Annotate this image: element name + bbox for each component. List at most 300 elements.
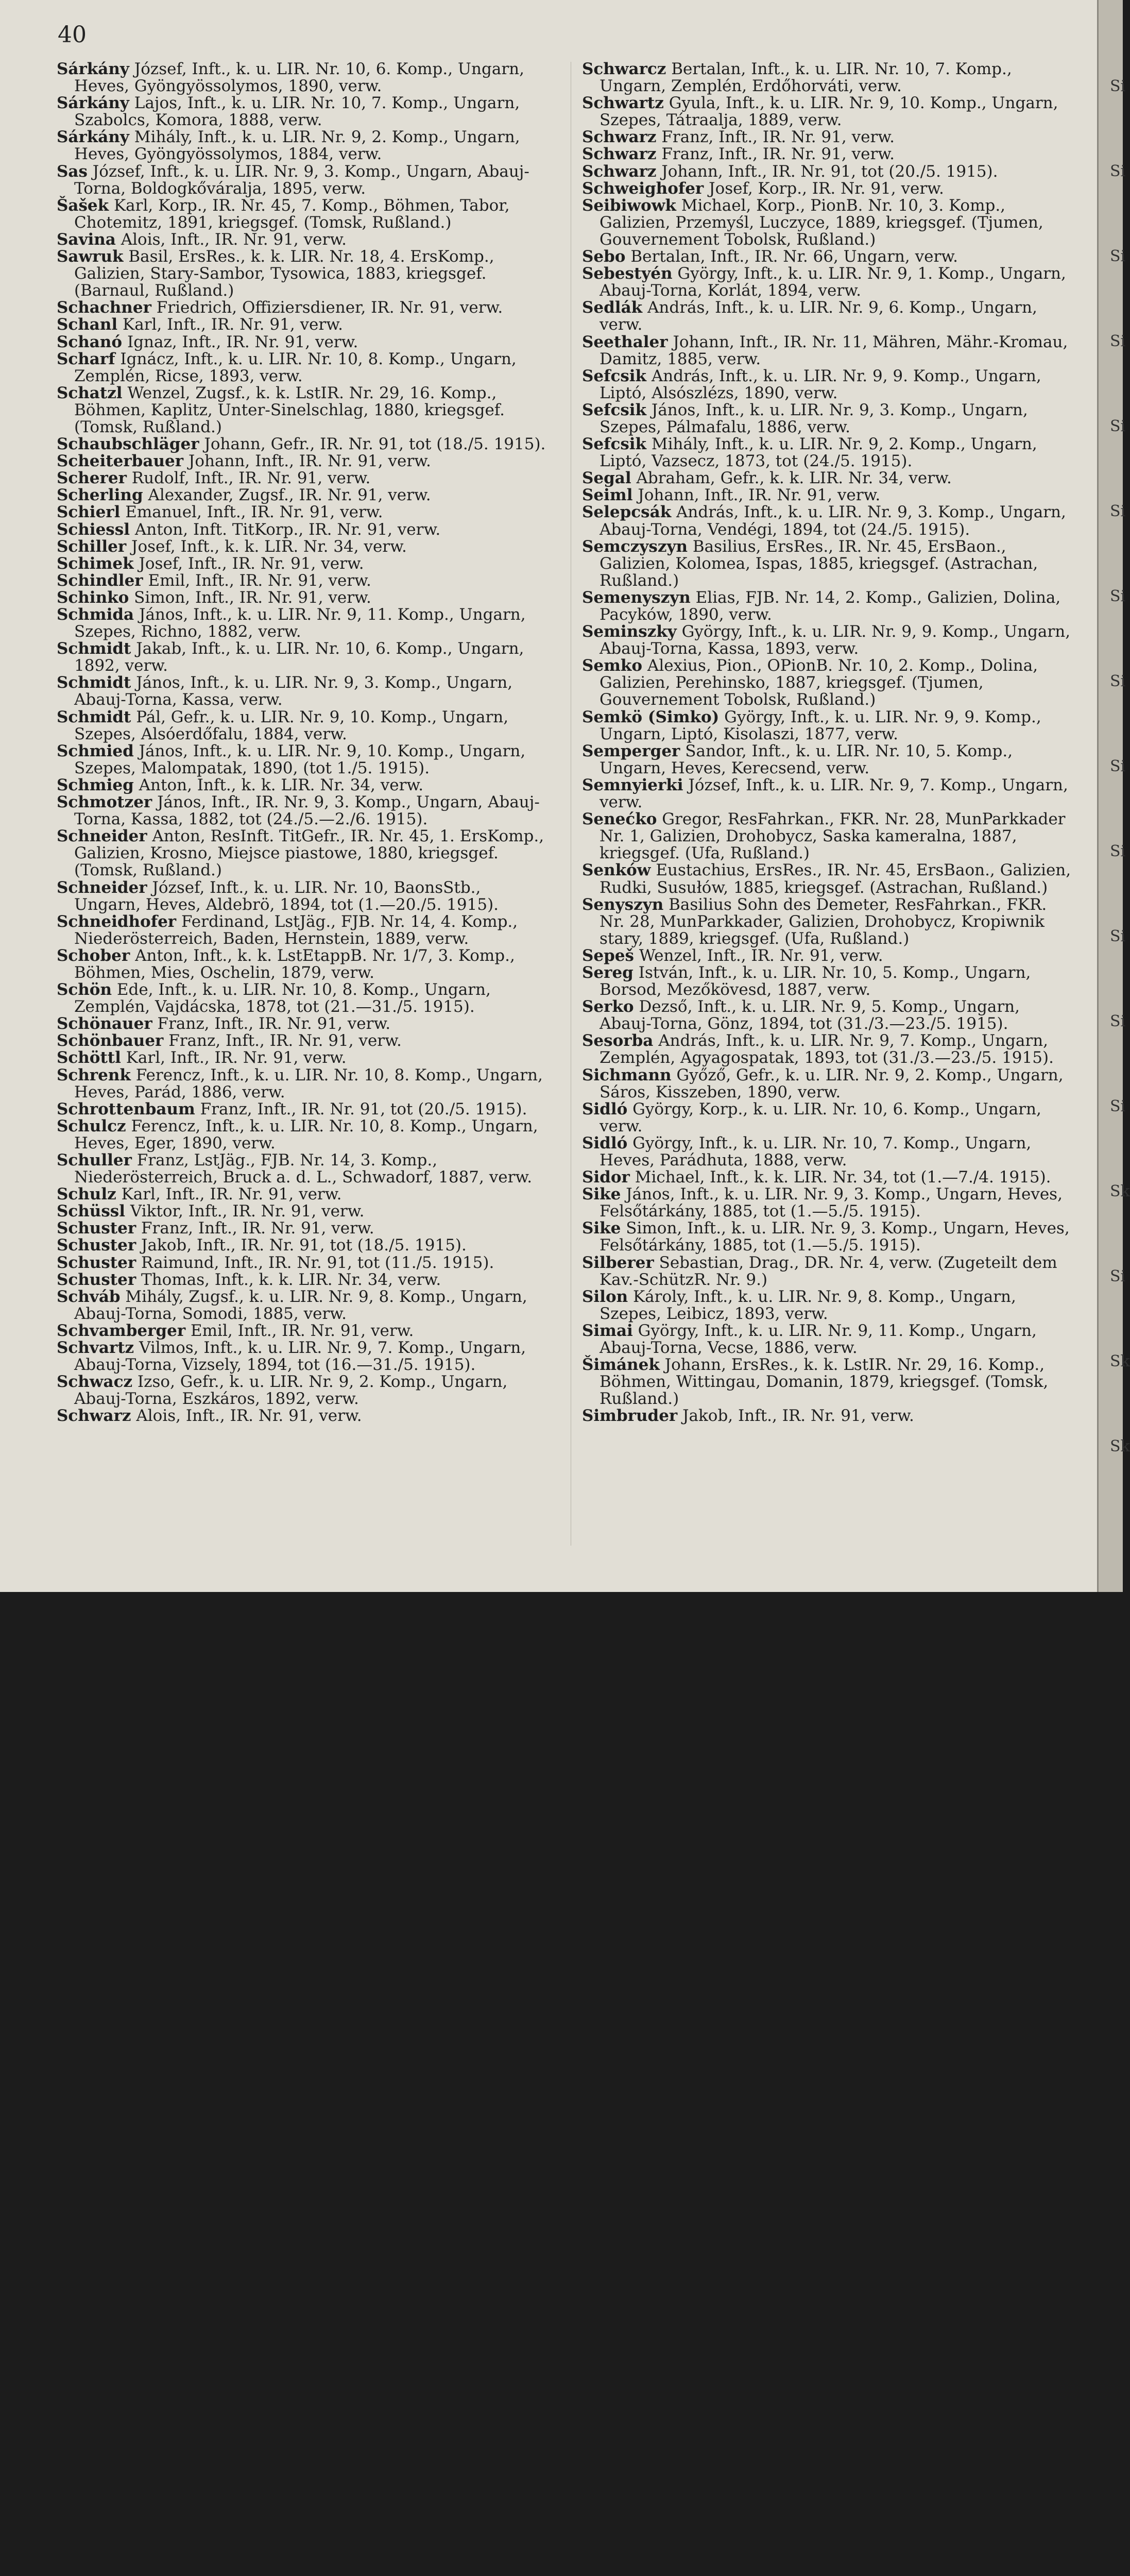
entry-surname: Schanó: [57, 332, 123, 351]
entry-surname: Scherer: [57, 469, 127, 488]
register-entry: [582, 334, 1076, 368]
entry-details: Wenzel, Inft., IR. Nr. 91, verw.: [634, 946, 883, 965]
entry-details: Alois, Inft., IR. Nr. 91, verw.: [115, 230, 347, 249]
entry-surname: Sas: [57, 162, 88, 181]
entry-surname: Schuster: [57, 1236, 136, 1255]
register-entry: [57, 674, 551, 708]
entry-surname: Schmotzer: [57, 793, 152, 812]
entry-surname: Semnyierki: [582, 775, 683, 794]
register-entry: [582, 470, 1076, 487]
register-entry: [57, 1255, 551, 1272]
entry-details: Franz, Inft., IR. Nr. 91, verw.: [656, 128, 895, 147]
entry-surname: Schindler: [57, 571, 143, 590]
entry-surname: Sebestyén: [582, 264, 673, 283]
entry-details: Michael, Inft., k. k. LIR. Nr. 34, tot (1.—7./4. 1915).: [629, 1168, 1051, 1187]
register-entry: [57, 777, 551, 794]
register-entry: [57, 1289, 551, 1323]
register-entry: [57, 1152, 551, 1186]
entry-surname: Scheiterbauer: [57, 452, 184, 471]
entry-surname: Schvartz: [57, 1338, 134, 1358]
entry-surname: Sefcsik: [582, 366, 647, 385]
entry-details: Anton, Inft., k. k. LIR. Nr. 34, verw.: [133, 775, 424, 794]
entry-details: Gregor, ResFahrkan., FKR. Nr. 28, MunParkkader Nr. 1, Galizien, Drohobycz, Saska kameralna, 1887, kriegsgef. (Ufa, Rußland.): [600, 810, 1066, 863]
entry-details: Emil, Inft., IR. Nr. 91, verw.: [143, 571, 371, 590]
entry-surname: Schneidhofer: [57, 912, 177, 931]
entry-surname: Schváb: [57, 1287, 121, 1306]
register-entry: [582, 623, 1076, 657]
entry-details: György, Inft., k. u. LIR. Nr. 9, 1. Komp., Ungarn, Abauj-Torna, Korlát, 1894, verw.: [600, 264, 1066, 300]
register-entry: [57, 163, 551, 197]
register-entry: [582, 129, 1076, 146]
entry-details: Ferencz, Inft., k. u. LIR. Nr. 10, 8. Komp., Ungarn, Heves, Eger, 1890, verw.: [74, 1116, 538, 1153]
entry-details: Franz, Inft., IR. Nr. 91, verw.: [656, 145, 895, 164]
register-entry: [57, 385, 551, 436]
register-entry: [57, 1067, 551, 1101]
entry-details: János, Inft., IR. Nr. 9, 3. Komp., Ungarn, Abauj-Torna, Kassa, 1882, tot (24./5.—2./6. 1915).: [74, 793, 540, 829]
register-entry: [57, 1049, 551, 1066]
entry-surname: Sárkány: [57, 60, 129, 78]
edge-glyph: Si: [1110, 332, 1126, 350]
entry-surname: Sidor: [582, 1168, 630, 1187]
entry-details: Karl, Inft., IR. Nr. 91, verw.: [117, 315, 343, 334]
entry-surname: Schneider: [57, 878, 147, 897]
entry-surname: Schmida: [57, 605, 134, 624]
entry-details: Bertalan, Inft., IR. Nr. 66, Ungarn, verw.: [625, 247, 958, 266]
entry-surname: Schön: [57, 980, 112, 999]
entry-surname: Serko: [582, 997, 634, 1016]
entry-details: József, Inft., k. u. LIR. Nr. 9, 3. Komp., Ungarn, Abauj-Torna, Boldogkőváralja, 1895, verw.: [74, 162, 529, 198]
register-entry: [582, 1186, 1076, 1220]
register-entry: [582, 1255, 1076, 1289]
entry-surname: Schwacz: [57, 1372, 133, 1392]
entry-surname: Sike: [582, 1185, 621, 1204]
register-entry: [582, 248, 1076, 265]
register-entry: [582, 896, 1076, 947]
entry-surname: Schneider: [57, 827, 147, 846]
entry-surname: Sefcsik: [582, 400, 647, 419]
entry-details: Simon, Inft., k. u. LIR. Nr. 9, 3. Komp., Ungarn, Heves, Felsőtárkány, 1885, tot (1.—5./5. 1915).: [600, 1219, 1070, 1255]
register-entry: [582, 487, 1076, 504]
entry-details: Ferencz, Inft., k. u. LIR. Nr. 10, 8. Komp., Ungarn, Heves, Parád, 1886, verw.: [74, 1065, 543, 1101]
entry-details: Rudolf, Inft., IR. Nr. 91, verw.: [126, 469, 371, 488]
register-entry: [57, 197, 551, 231]
entry-surname: Seethaler: [582, 332, 668, 351]
entry-details: Anton, Inft. TitKorp., IR. Nr. 91, verw.: [129, 520, 441, 539]
entry-details: Pál, Gefr., k. u. LIR. Nr. 9, 10. Komp., Ungarn, Szepes, Alsóerdőfalu, 1884, verw.: [74, 707, 509, 743]
entry-surname: Schuster: [57, 1253, 136, 1272]
register-entry: [57, 1323, 551, 1340]
entry-details: Basil, ErsRes., k. k. LIR. Nr. 18, 4. ErsKomp., Galizien, Stary-Sambor, Tysowica, 1883, kriegsgef. (Barnaul, Rußland.): [74, 247, 494, 300]
entry-surname: Silberer: [582, 1253, 654, 1272]
entry-details: Károly, Inft., k. u. LIR. Nr. 9, 8. Komp., Ungarn, Szepes, Leibicz, 1893, verw.: [600, 1287, 1016, 1323]
edge-glyph: Si: [1110, 927, 1126, 945]
register-entry: [57, 1032, 551, 1049]
edge-glyph: Si: [1110, 417, 1126, 435]
register-entry: [57, 538, 551, 555]
entry-surname: Schmieg: [57, 775, 134, 794]
edge-glyph: Si: [1110, 1097, 1126, 1115]
entry-surname: Silon: [582, 1287, 628, 1306]
entry-surname: Schöttl: [57, 1048, 121, 1067]
edge-glyph: Si: [1110, 247, 1126, 265]
entry-surname: Schwartz: [582, 94, 664, 113]
register-entry: [582, 811, 1076, 862]
entry-surname: Schmidt: [57, 673, 131, 692]
entry-details: Jakob, Inft., IR. Nr. 91, tot (18./5. 1915).: [136, 1236, 467, 1255]
entry-surname: Schwarz: [582, 128, 657, 147]
edge-glyph: Si: [1110, 502, 1126, 520]
entry-surname: Senyszyn: [582, 895, 664, 914]
entry-details: János, Inft., k. u. LIR. Nr. 9, 10. Komp., Ungarn, Szepes, Malompatak, 1890, (tot 1./5. 1915).: [74, 741, 526, 777]
entry-details: Izso, Gefr., k. u. LIR. Nr. 9, 2. Komp., Ungarn, Abauj-Torna, Eszkáros, 1892, verw.: [74, 1372, 508, 1409]
entry-details: József, Inft., k. u. LIR. Nr. 9, 7. Komp., Ungarn, verw.: [600, 775, 1068, 812]
entry-details: György, Inft., k. u. LIR. Nr. 9, 9. Komp., Ungarn, Liptó, Kisolaszi, 1877, verw.: [600, 707, 1041, 743]
entry-details: Lajos, Inft., k. u. LIR. Nr. 10, 7. Komp., Ungarn, Szabolcs, Komora, 1888, verw.: [74, 94, 520, 130]
entry-details: Mihály, Zugsf., k. u. LIR. Nr. 9, 8. Komp., Ungarn, Abauj-Torna, Somodi, 1885, verw.: [74, 1287, 527, 1323]
entry-details: Franz, Inft., IR. Nr. 91, verw.: [152, 1014, 391, 1033]
register-entry: [57, 299, 551, 316]
entry-surname: Schüssl: [57, 1202, 126, 1221]
register-entry: [582, 163, 1076, 180]
right-column: [582, 61, 1076, 1425]
entry-surname: Sedlák: [582, 298, 643, 317]
entry-surname: Schönbauer: [57, 1031, 164, 1050]
entry-details: Simon, Inft., IR. Nr. 91, verw.: [129, 588, 371, 607]
register-entry: [57, 231, 551, 248]
entry-surname: Seiml: [582, 486, 633, 505]
entry-surname: Schanl: [57, 315, 118, 334]
register-entry: [57, 828, 551, 879]
edge-glyph: Si: [1110, 1012, 1126, 1030]
entry-surname: Semperger: [582, 741, 680, 760]
entry-details: Alexius, Pion., OPionB. Nr. 10, 2. Komp., Dolina, Galizien, Perehinsko, 1887, kriegsgef. (Tjumen, Gouvernement Tobolsk, Rußland.): [600, 656, 1038, 709]
edge-glyph: Sk: [1110, 1182, 1130, 1200]
entry-surname: Sefcsik: [582, 435, 647, 454]
entry-surname: Schmied: [57, 741, 134, 760]
entry-details: Jakob, Inft., IR. Nr. 91, verw.: [677, 1406, 914, 1426]
entry-details: János, Inft., k. u. LIR. Nr. 9, 3. Komp., Ungarn, Szepes, Pálmafalu, 1886, verw.: [600, 400, 1028, 436]
entry-details: Johann, ErsRes., k. k. LstIR. Nr. 29, 16. Komp., Böhmen, Wittingau, Domanin, 1879, kriegsgef. (Tomsk, Rußland.): [600, 1355, 1049, 1409]
register-entry: [57, 709, 551, 743]
register-entry: [582, 964, 1076, 998]
entry-details: Josef, Inft., IR. Nr. 91, verw.: [133, 554, 364, 573]
entry-surname: Simbruder: [582, 1406, 678, 1426]
entry-surname: Schober: [57, 946, 130, 965]
entry-surname: Schatzl: [57, 383, 123, 402]
register-entry: [57, 1101, 551, 1118]
entry-surname: Sebo: [582, 247, 626, 266]
register-entry: [582, 368, 1076, 402]
entry-surname: Schmidt: [57, 707, 131, 726]
register-entry: [57, 453, 551, 470]
entry-surname: Segal: [582, 469, 631, 488]
register-entry: [582, 265, 1076, 299]
entry-surname: Sárkány: [57, 128, 129, 147]
entry-details: Ignaz, Inft., IR. Nr. 91, verw.: [122, 332, 358, 351]
entry-surname: Schuster: [57, 1219, 136, 1238]
register-entry: [582, 180, 1076, 197]
register-entry: [582, 504, 1076, 538]
edge-glyph: Si: [1110, 1267, 1126, 1285]
entry-details: József, Inft., k. u. LIR. Nr. 10, BaonsStb., Ungarn, Heves, Aldebrö, 1894, tot (1.—20./5. 1915).: [74, 878, 499, 914]
entry-surname: Seminszky: [582, 622, 677, 641]
entry-details: Ignácz, Inft., k. u. LIR. Nr. 10, 8. Komp., Ungarn, Zemplén, Ricse, 1893, verw.: [74, 349, 517, 385]
entry-details: Raimund, Inft., IR. Nr. 91, tot (11./5. 1915).: [136, 1253, 494, 1272]
entry-details: Johann, Inft., IR. Nr. 91, tot (20./5. 1915).: [656, 162, 998, 181]
entry-surname: Schrottenbaum: [57, 1099, 195, 1118]
edge-glyph: Si: [1110, 162, 1126, 180]
entry-surname: Schweighofer: [582, 179, 704, 198]
register-entry: [57, 794, 551, 828]
entry-surname: Sidló: [582, 1133, 628, 1153]
entry-surname: Sesorba: [582, 1031, 654, 1050]
entry-details: István, Inft., k. u. LIR. Nr. 10, 5. Komp., Ungarn, Borsod, Mezőkövesd, 1887, verw.: [600, 963, 1031, 999]
entry-details: János, Inft., k. u. LIR. Nr. 9, 3. Komp., Ungarn, Abauj-Torna, Kassa, verw.: [74, 673, 513, 709]
entry-surname: Savina: [57, 230, 116, 249]
entry-surname: Sawruk: [57, 247, 124, 266]
entry-details: Emanuel, Inft., IR. Nr. 91, verw.: [120, 503, 383, 522]
register-entry: [57, 521, 551, 538]
entry-surname: Šašek: [57, 196, 109, 215]
viewer-footer: [0, 1592, 1123, 1694]
entry-details: Johann, Inft., IR. Nr. 91, verw.: [183, 452, 431, 471]
entry-surname: Schönauer: [57, 1014, 152, 1033]
entry-surname: Selepcsák: [582, 503, 672, 522]
entry-surname: Schimek: [57, 554, 134, 573]
entry-details: Mihály, Inft., k. u. LIR. Nr. 9, 2. Komp., Ungarn, Heves, Gyöngyössolymos, 1884, verw.: [74, 128, 520, 164]
register-entry: [57, 504, 551, 521]
edge-glyph: Si: [1110, 842, 1126, 860]
entry-details: András, Inft., k. u. LIR. Nr. 9, 6. Komp., Ungarn, verw.: [600, 298, 1037, 334]
entry-details: Sebastian, Drag., DR. Nr. 4, verw. (Zugeteilt dem Kav.-SchützR. Nr. 9.): [600, 1253, 1057, 1289]
entry-details: Franz, Inft., IR. Nr. 91, verw.: [136, 1219, 374, 1238]
register-entry: [582, 402, 1076, 436]
entry-details: Karl, Inft., IR. Nr. 91, verw.: [121, 1048, 347, 1067]
entry-surname: Sidló: [582, 1099, 628, 1118]
entry-details: Franz, LstJäg., FJB. Nr. 14, 3. Komp., Niederösterreich, Bruck a. d. L., Schwadorf, 1887, verw.: [74, 1151, 533, 1187]
left-column: [57, 61, 551, 1425]
edge-glyph: Si: [1110, 587, 1126, 605]
entry-details: Wenzel, Zugsf., k. k. LstIR. Nr. 29, 16. Komp., Böhmen, Kaplitz, Unter-Sinelschlag, 1880, kriegsgef. (Tomsk, Rußland.): [74, 383, 505, 436]
entry-details: Mihály, Inft., k. u. LIR. Nr. 9, 2. Komp., Ungarn, Liptó, Vazsecz, 1873, tot (24./5. 1915).: [600, 435, 1037, 471]
edge-glyph: Si: [1110, 757, 1126, 775]
entry-details: Anton, Inft., k. k. LstEtappB. Nr. 1/7, 3. Komp., Böhmen, Mies, Oschelin, 1879, verw.: [74, 946, 515, 982]
page-number: 40: [58, 22, 87, 48]
entry-details: József, Inft., k. u. LIR. Nr. 10, 6. Komp., Ungarn, Heves, Gyöngyössolymos, 1890, verw.: [74, 60, 524, 96]
entry-details: Emil, Inft., IR. Nr. 91, verw.: [185, 1321, 414, 1340]
register-entry: [57, 1220, 551, 1237]
register-entry: [57, 1118, 551, 1152]
entry-details: Vilmos, Inft., k. u. LIR. Nr. 9, 7. Komp., Ungarn, Abauj-Torna, Vizsely, 1894, tot (16.—31./5. 1915).: [74, 1338, 526, 1375]
entry-surname: Sepeš: [582, 946, 634, 965]
entry-details: György, Inft., k. u. LIR. Nr. 9, 11. Komp., Ungarn, Abauj-Torna, Vecse, 1886, verw.: [600, 1321, 1037, 1358]
register-entry: [57, 1203, 551, 1220]
register-entry: [57, 61, 551, 95]
entry-surname: Schwarz: [582, 162, 657, 181]
register-entry: [582, 1220, 1076, 1254]
entry-surname: Schaubschläger: [57, 435, 199, 454]
entry-details: János, Inft., k. u. LIR. Nr. 9, 11. Komp., Ungarn, Szepes, Richno, 1882, verw.: [74, 605, 526, 641]
entry-surname: Simai: [582, 1321, 633, 1340]
register-entry: [57, 1374, 551, 1408]
register-entry: [57, 334, 551, 351]
register-entry: [57, 1340, 551, 1374]
entry-details: György, Inft., k. u. LIR. Nr. 9, 9. Komp., Ungarn, Abauj-Torna, Kassa, 1893, verw.: [600, 622, 1071, 658]
entry-details: Gyula, Inft., k. u. LIR. Nr. 9, 10. Komp., Ungarn, Szepes, Tátraalja, 1889, verw.: [600, 94, 1058, 130]
register-entry: [582, 197, 1076, 248]
register-entry: [57, 572, 551, 589]
register-entry: [57, 589, 551, 606]
entry-details: Karl, Korp., IR. Nr. 45, 7. Komp., Böhmen, Tabor, Chotemitz, 1891, kriegsgef. (Tomsk, Rußland.): [74, 196, 510, 232]
entry-surname: Scharf: [57, 349, 115, 368]
entry-surname: Senećko: [582, 810, 657, 829]
entry-details: Dezső, Inft., k. u. LIR. Nr. 9, 5. Komp., Ungarn, Abauj-Torna, Gönz, 1894, tot (31./3.—23./5. 1915).: [600, 997, 1020, 1033]
entry-surname: Schierl: [57, 503, 121, 522]
entry-surname: Schwarcz: [582, 60, 666, 78]
entry-details: Abraham, Gefr., k. k. LIR. Nr. 34, verw.: [631, 469, 952, 488]
edge-glyph: Si: [1110, 77, 1126, 95]
register-entry: [582, 1101, 1076, 1135]
entry-details: Ferdinand, LstJäg., FJB. Nr. 14, 4. Komp., Niederösterreich, Baden, Hernstein, 1889, verw.: [74, 912, 518, 948]
register-entry: [57, 1237, 551, 1254]
entry-details: Ede, Inft., k. u. LIR. Nr. 10, 8. Komp., Ungarn, Zemplén, Vajdácska, 1878, tot (21.—31./5. 1915).: [74, 980, 491, 1016]
register-entry: [582, 947, 1076, 964]
entry-details: György, Korp., k. u. LIR. Nr. 10, 6. Komp., Ungarn, verw.: [600, 1099, 1041, 1136]
register-entry: [57, 351, 551, 385]
register-entry: [582, 777, 1076, 811]
register-entry: [57, 1015, 551, 1032]
entry-details: Bertalan, Inft., k. u. LIR. Nr. 10, 7. Komp., Ungarn, Zemplén, Erdőhorváti, verw.: [600, 60, 1012, 96]
entry-details: Anton, ResInft. TitGefr., IR. Nr. 45, 1. ErsKomp., Galizien, Krosno, Miejsce piastowe, 1880, kriegsgef. (Tomsk, Rußland.): [74, 827, 544, 880]
register-entry: [582, 538, 1076, 589]
entry-details: Alois, Inft., IR. Nr. 91, verw.: [131, 1406, 362, 1426]
register-entry: [57, 470, 551, 487]
entry-surname: Schulcz: [57, 1116, 126, 1136]
register-entry: [582, 299, 1076, 333]
register-entry: [582, 709, 1076, 743]
entry-details: Alexander, Zugsf., IR. Nr. 91, verw.: [143, 486, 431, 505]
entry-surname: Scherling: [57, 486, 143, 505]
register-entry: [57, 129, 551, 163]
entry-surname: Sereg: [582, 963, 634, 982]
entry-surname: Schuster: [57, 1270, 136, 1289]
entry-surname: Sárkány: [57, 94, 129, 113]
register-entry: [57, 606, 551, 640]
entry-surname: Semczyszyn: [582, 537, 688, 556]
entry-details: András, Inft., k. u. LIR. Nr. 9, 7. Komp., Ungarn, Zemplén, Agyagospatak, 1893, tot (31./3.—23./5. 1915).: [600, 1031, 1054, 1067]
register-entry: [57, 1272, 551, 1289]
register-entry: [582, 1323, 1076, 1357]
entry-surname: Schiller: [57, 537, 127, 556]
entry-surname: Seibiwowk: [582, 196, 676, 215]
register-entry: [57, 947, 551, 981]
entry-details: Franz, Inft., IR. Nr. 91, verw.: [163, 1031, 402, 1050]
entry-details: Győző, Gefr., k. u. LIR. Nr. 9, 2. Komp., Ungarn, Sáros, Kisszeben, 1890, verw.: [600, 1065, 1064, 1101]
entry-details: Viktor, Inft., IR. Nr. 91, verw.: [125, 1202, 365, 1221]
entry-details: Basilius, ErsRes., IR. Nr. 45, ErsBaon., Galizien, Kolomea, Ispas, 1885, kriegsgef. (Astrachan, Rußland.): [600, 537, 1038, 590]
register-entry: [582, 1357, 1076, 1408]
edge-glyph: Sk: [1110, 1352, 1130, 1370]
adjacent-page-edge: [1097, 0, 1130, 1592]
entry-surname: Schrenk: [57, 1065, 131, 1084]
entry-details: Thomas, Inft., k. k. LIR. Nr. 34, verw.: [136, 1270, 441, 1289]
register-entry: [582, 1032, 1076, 1066]
register-entry: [57, 913, 551, 947]
register-entry: [57, 248, 551, 299]
entry-details: András, Inft., k. u. LIR. Nr. 9, 3. Komp., Ungarn, Abauj-Torna, Vendégi, 1894, tot (24./5. 1915).: [600, 503, 1066, 539]
entry-details: Basilius Sohn des Demeter, ResFahrkan., FKR. Nr. 28, MunParkkader, Galizien, Drohobycz, Kropiwnik stary, 1889, kriegsgef. (Ufa, Rußland.): [600, 895, 1047, 948]
edge-glyph: Si: [1110, 672, 1126, 690]
entry-surname: Schiessl: [57, 520, 130, 539]
entry-surname: Schuller: [57, 1151, 132, 1170]
register-entry: [57, 981, 551, 1015]
register-entry: [57, 879, 551, 913]
register-entry: [582, 862, 1076, 896]
entry-details: Johann, Inft., IR. Nr. 91, verw.: [632, 486, 881, 505]
entry-surname: Schinko: [57, 588, 129, 607]
entry-details: Josef, Inft., k. k. LIR. Nr. 34, verw.: [126, 537, 407, 556]
entry-surname: Semkö (Simko): [582, 707, 720, 726]
entry-details: Josef, Korp., IR. Nr. 91, verw.: [704, 179, 944, 198]
entry-surname: Sichmann: [582, 1065, 672, 1084]
entry-surname: Schachner: [57, 298, 151, 317]
register-entry: [57, 1408, 551, 1425]
entry-surname: Schmidt: [57, 639, 131, 658]
entry-details: Sandor, Inft., k. u. LIR. Nr. 10, 5. Komp., Ungarn, Heves, Kerecsend, verw.: [600, 741, 1013, 777]
register-entry: [582, 743, 1076, 777]
register-entry: [582, 1289, 1076, 1323]
register-entry: [582, 657, 1076, 708]
entry-surname: Schwarz: [57, 1406, 131, 1426]
register-entry: [582, 146, 1076, 163]
entry-surname: Schulz: [57, 1185, 116, 1204]
entry-surname: Schvamberger: [57, 1321, 186, 1340]
register-entry: [582, 95, 1076, 129]
entry-details: Johann, Gefr., IR. Nr. 91, tot (18./5. 1915).: [199, 435, 546, 454]
register-entry: [582, 436, 1076, 470]
entry-details: Eustachius, ErsRes., IR. Nr. 45, ErsBaon., Galizien, Rudki, Susułów, 1885, kriegsgef. (Astrachan, Rußland.): [600, 861, 1071, 897]
entry-details: Elias, FJB. Nr. 14, 2. Komp., Galizien, Dolina, Pacyków, 1890, verw.: [600, 588, 1061, 624]
entry-surname: Schwarz: [582, 145, 657, 164]
register-entry: [57, 487, 551, 504]
entry-details: György, Inft., k. u. LIR. Nr. 10, 7. Komp., Ungarn, Heves, Parádhuta, 1888, verw.: [600, 1133, 1032, 1170]
entry-surname: Šimánek: [582, 1355, 660, 1375]
entry-surname: Senków: [582, 861, 651, 880]
register-entry: [57, 316, 551, 333]
register-entry: [57, 555, 551, 572]
entry-details: János, Inft., k. u. LIR. Nr. 9, 3. Komp., Ungarn, Heves, Felsőtárkány, 1885, tot (1.—5./5. 1915).: [600, 1185, 1063, 1221]
entry-details: Johann, Inft., IR. Nr. 11, Mähren, Mähr.-Kromau, Damitz, 1885, verw.: [600, 332, 1068, 368]
register-entry: [582, 61, 1076, 95]
register-entry: [57, 436, 551, 453]
register-entry: [582, 998, 1076, 1032]
register-entry: [57, 743, 551, 777]
entry-details: Jakab, Inft., k. u. LIR. Nr. 10, 6. Komp., Ungarn, 1892, verw.: [74, 639, 524, 675]
register-entry: [582, 589, 1076, 623]
entry-surname: Semenyszyn: [582, 588, 691, 607]
entry-surname: Sike: [582, 1219, 621, 1238]
edge-glyph: Sk: [1110, 1437, 1130, 1455]
register-entry: [57, 1186, 551, 1203]
entry-details: Franz, Inft., IR. Nr. 91, tot (20./5. 1915).: [195, 1099, 527, 1118]
register-entry: [57, 95, 551, 129]
register-entry: [57, 640, 551, 674]
register-entry: [582, 1408, 1076, 1425]
entry-details: Karl, Inft., IR. Nr. 91, verw.: [116, 1185, 342, 1204]
register-entry: [582, 1067, 1076, 1101]
entry-details: András, Inft., k. u. LIR. Nr. 9, 9. Komp., Ungarn, Liptó, Alsószlézs, 1890, verw.: [600, 366, 1041, 402]
register-entry: [582, 1169, 1076, 1186]
